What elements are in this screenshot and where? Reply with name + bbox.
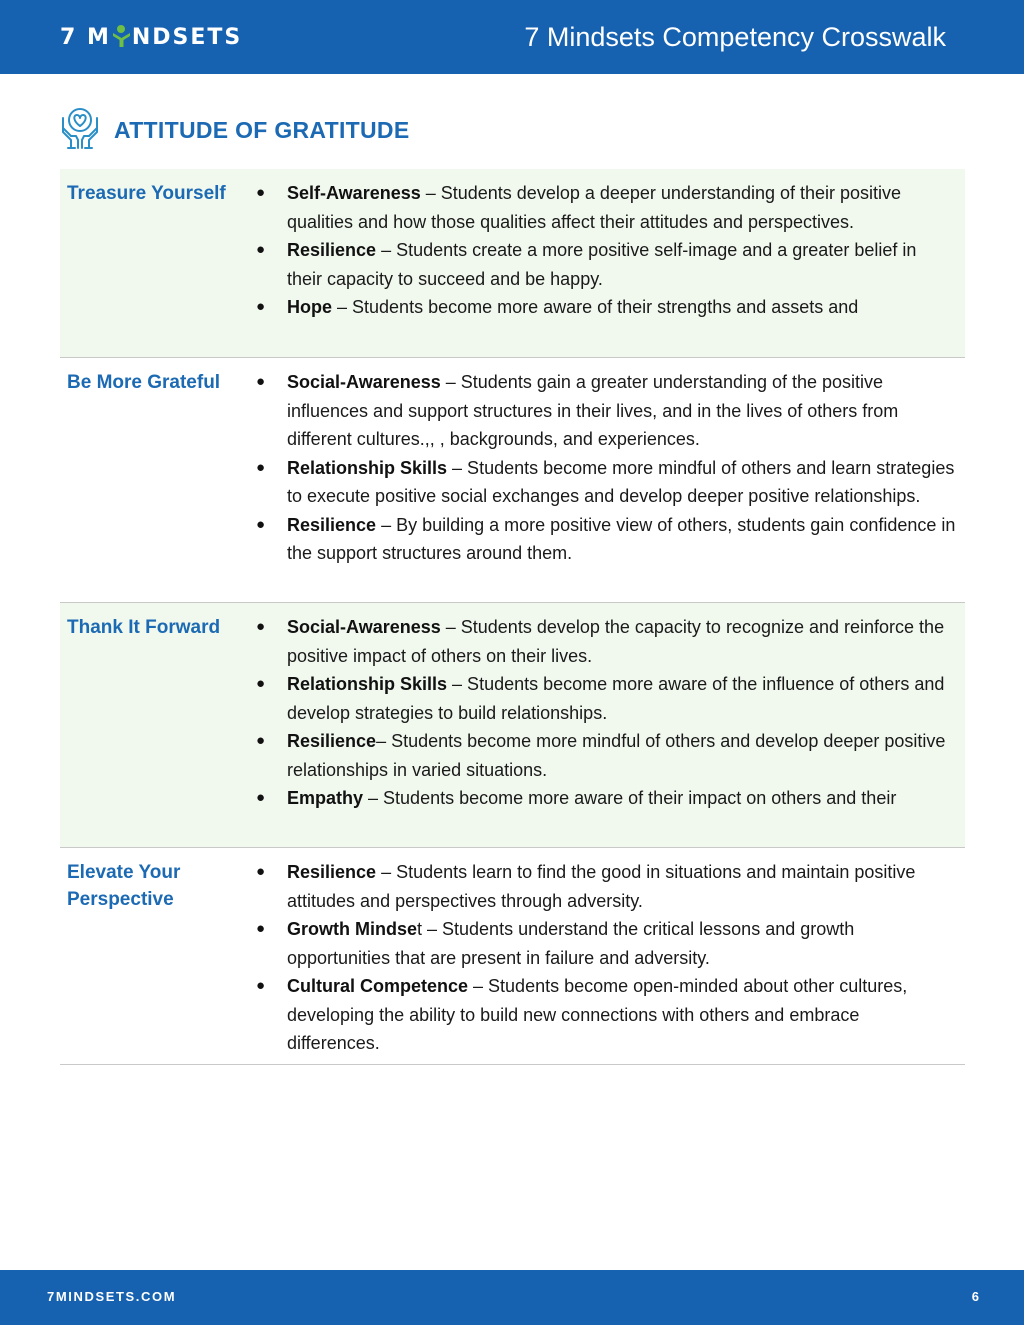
table-row [60, 848, 965, 1065]
list-item [256, 915, 956, 972]
competency-term: Empathy [287, 788, 364, 808]
hands-heart-icon [60, 106, 100, 150]
competency-term: Resilience [287, 731, 377, 751]
page-header [0, 0, 1024, 74]
competency-term: Resilience [287, 240, 377, 260]
row-title: Be More Grateful [67, 372, 221, 393]
competency-description: – Students become more aware of their impact on others and their [363, 788, 897, 808]
table-row [60, 603, 965, 848]
list-item [256, 727, 956, 784]
list-item [256, 179, 956, 236]
competency-term: Cultural Competence [287, 976, 469, 996]
competency-description: – Students become more aware of the influence of others and develop strategies to build relationships. [287, 674, 945, 723]
competency-term: Social-Awareness [287, 617, 441, 637]
competency-description: – Students gain a greater understanding of the positive influences and support structures in their lives, and in the lives of others from different cultures.,, , backgrounds, and experiences. [287, 372, 899, 449]
competency-term: Growth Mindse [287, 919, 417, 939]
competency-description: t – Students understand the critical lessons and growth opportunities that are present in failure and adversity. [287, 919, 855, 968]
competency-term: Hope [287, 297, 332, 317]
list-item [256, 784, 956, 813]
competency-list [256, 613, 956, 813]
table-row [60, 358, 965, 603]
list-item [256, 293, 956, 322]
logo-text-left: 7 M [60, 25, 111, 50]
competency-description: – Students learn to find the good in situations and maintain positive attitudes and perspectives through adversity. [287, 862, 916, 911]
brand-logo [60, 25, 242, 50]
competency-description: – Students become open-minded about other cultures, developing the ability to build new connections with others and embrace differences. [287, 976, 908, 1053]
competency-list [256, 858, 956, 1058]
competency-term: Relationship Skills [287, 674, 448, 694]
list-item [256, 454, 956, 511]
section-title: ATTITUDE OF GRATITUDE [114, 117, 410, 143]
competency-description: – Students develop a deeper understanding of their positive qualities and how those qualities affect their attitudes and perspectives. [287, 183, 902, 232]
competency-term: Resilience [287, 862, 377, 882]
logo-figure-icon [113, 25, 130, 47]
document-title: 7 Mindsets Competency Crosswalk [524, 22, 946, 52]
list-item [256, 613, 956, 670]
competency-description: – Students become more mindful of others and develop deeper positive relationships in varied situations. [287, 731, 946, 780]
competency-description: – Students create a more positive self-image and a greater belief in their capacity to succeed and be happy. [287, 240, 917, 289]
competency-term: Social-Awareness [287, 372, 441, 392]
list-item [256, 670, 956, 727]
competency-list [256, 179, 956, 322]
list-item [256, 972, 956, 1058]
page-number: 6 [971, 1289, 979, 1304]
table-row [60, 169, 965, 358]
list-item [256, 236, 956, 293]
competency-description: – Students develop the capacity to recognize and reinforce the positive impact of others on their lives. [287, 617, 945, 666]
list-item [256, 511, 956, 568]
competency-table [60, 169, 965, 1065]
page-footer [0, 1270, 1024, 1325]
list-item [256, 368, 956, 454]
row-title: Thank It Forward [67, 617, 221, 638]
competency-description: – Students become more mindful of others and learn strategies to execute positive social exchanges and develop deeper positive relationships. [287, 457, 955, 506]
competency-description: – By building a more positive view of others, students gain confidence in the support structures around them. [287, 514, 956, 563]
competency-term: Self-Awareness [287, 183, 421, 203]
row-title: Treasure Yourself [67, 183, 226, 204]
logo-text-right: NDSETS [131, 25, 243, 50]
competency-list [256, 368, 956, 568]
competency-description: – Students become more aware of their strengths and assets and [332, 297, 859, 317]
row-title: Elevate Your Perspective [67, 862, 181, 910]
footer-website: 7MINDSETS.COM [47, 1289, 177, 1304]
competency-term: Relationship Skills [287, 457, 448, 478]
competency-term: Resilience [287, 514, 377, 535]
list-item [256, 858, 956, 915]
